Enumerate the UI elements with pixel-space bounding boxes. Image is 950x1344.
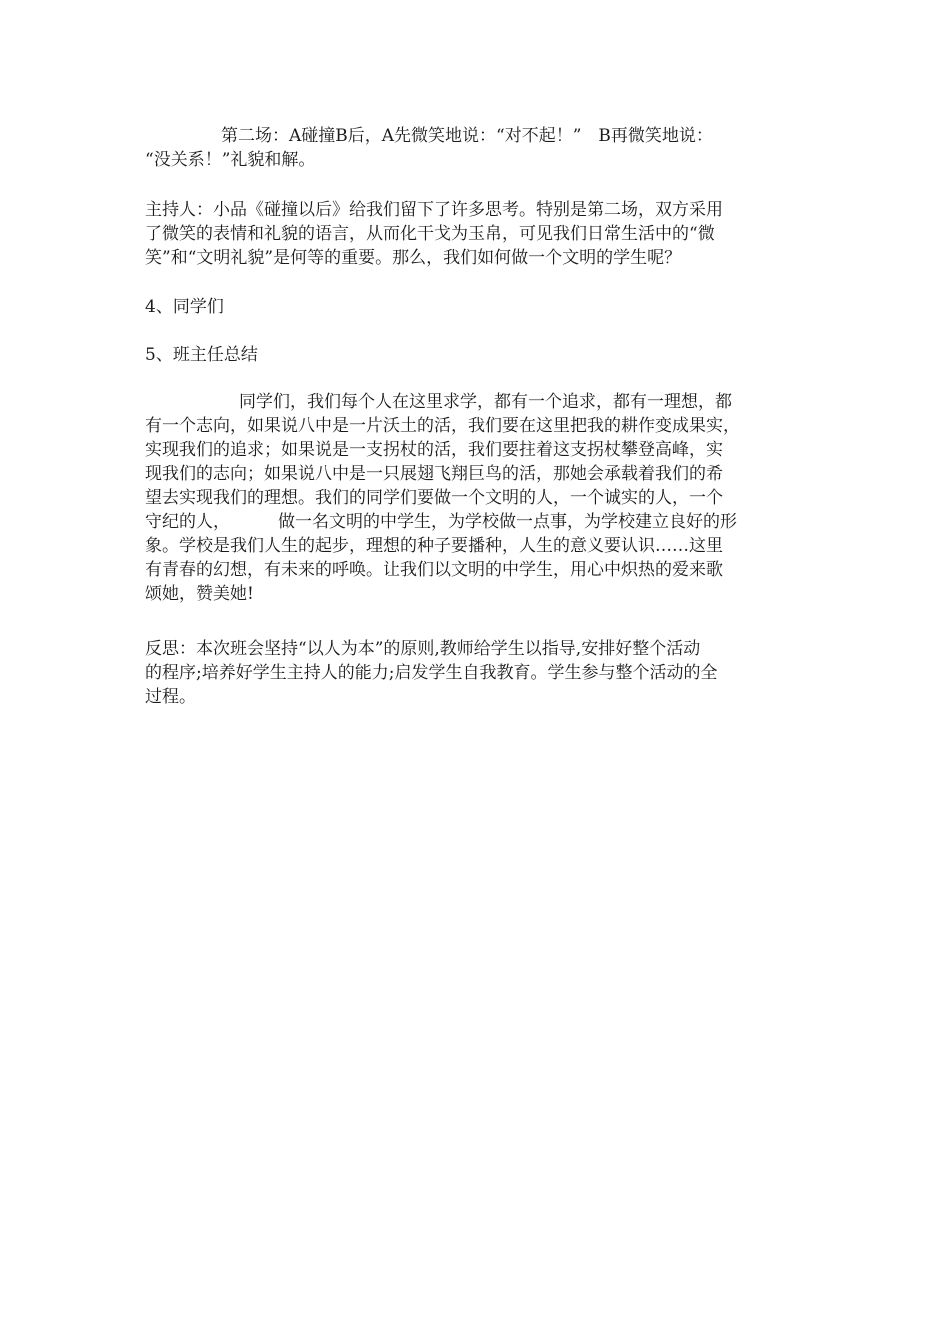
summary-line-2: 有一个志向，如果说八中是一片沃土的活，我们要在这里把我的耕作变成果实，	[145, 416, 740, 436]
summary-text-6a: 守纪的人，	[145, 512, 230, 532]
scene-two-text-1: 第二场：A碰撞B后，A先微笑地说：“对不起！” B再微笑地说：	[221, 126, 713, 146]
reflection-line-2: 的程序;培养好学生主持人的能力;启发学生自我教育。学生参与整个活动的全	[145, 663, 718, 683]
summary-line-8: 有青春的幻想，有未来的呼唤。让我们以文明的中学生，用心中炽热的爱来歌	[145, 560, 723, 580]
summary-paragraph	[145, 390, 800, 606]
list-item-5-text: 5、班主任总结	[145, 345, 258, 365]
summary-line-7: 象。学校是我们人生的起步，理想的种子要播种，人生的意义要认识……这里	[145, 536, 723, 556]
summary-text-1: 同学们，我们每个人在这里求学，都有一个追求，都有一理想，都	[239, 392, 732, 412]
scene-two-line-2: “没关系！”礼貌和解。	[145, 150, 316, 170]
summary-line-3: 实现我们的追求；如果说是一支拐杖的活，我们要拄着这支拐杖攀登高峰，实	[145, 440, 723, 460]
host-line-3: 笑”和“文明礼貌”是何等的重要。那么，我们如何做一个文明的学生呢？	[145, 248, 682, 268]
summary-line-9: 颂她，赞美她!	[145, 584, 254, 604]
list-item-4-text: 4、同学们	[145, 297, 224, 317]
reflection-line-3: 过程。	[145, 687, 196, 707]
scene-two-paragraph	[145, 124, 800, 172]
summary-line-4: 现我们的志向；如果说八中是一只展翅飞翔巨鸟的活，那她会承载着我们的希	[145, 464, 723, 484]
summary-line-1	[145, 390, 800, 414]
summary-text-6b: 做一名文明的中学生，为学校做一点事，为学校建立良好的形	[278, 512, 737, 532]
list-item-4	[145, 295, 800, 319]
host-line-1: 主持人：小品《碰撞以后》给我们留下了许多思考。特别是第二场，双方采用	[145, 200, 723, 220]
reflection-paragraph	[145, 637, 800, 709]
reflection-line-1: 反思：本次班会坚持“以人为本”的原则,教师给学生以指导,安排好整个活动	[145, 639, 701, 659]
summary-line-5: 望去实现我们的理想。我们的同学们要做一个文明的人，一个诚实的人，一个	[145, 488, 723, 508]
list-item-5	[145, 343, 800, 367]
host-line-2: 了微笑的表情和礼貌的语言，从而化干戈为玉帛，可见我们日常生活中的“微	[145, 224, 715, 244]
host-paragraph	[145, 198, 800, 270]
summary-line-6	[145, 510, 800, 534]
scene-two-line-1	[145, 124, 800, 148]
